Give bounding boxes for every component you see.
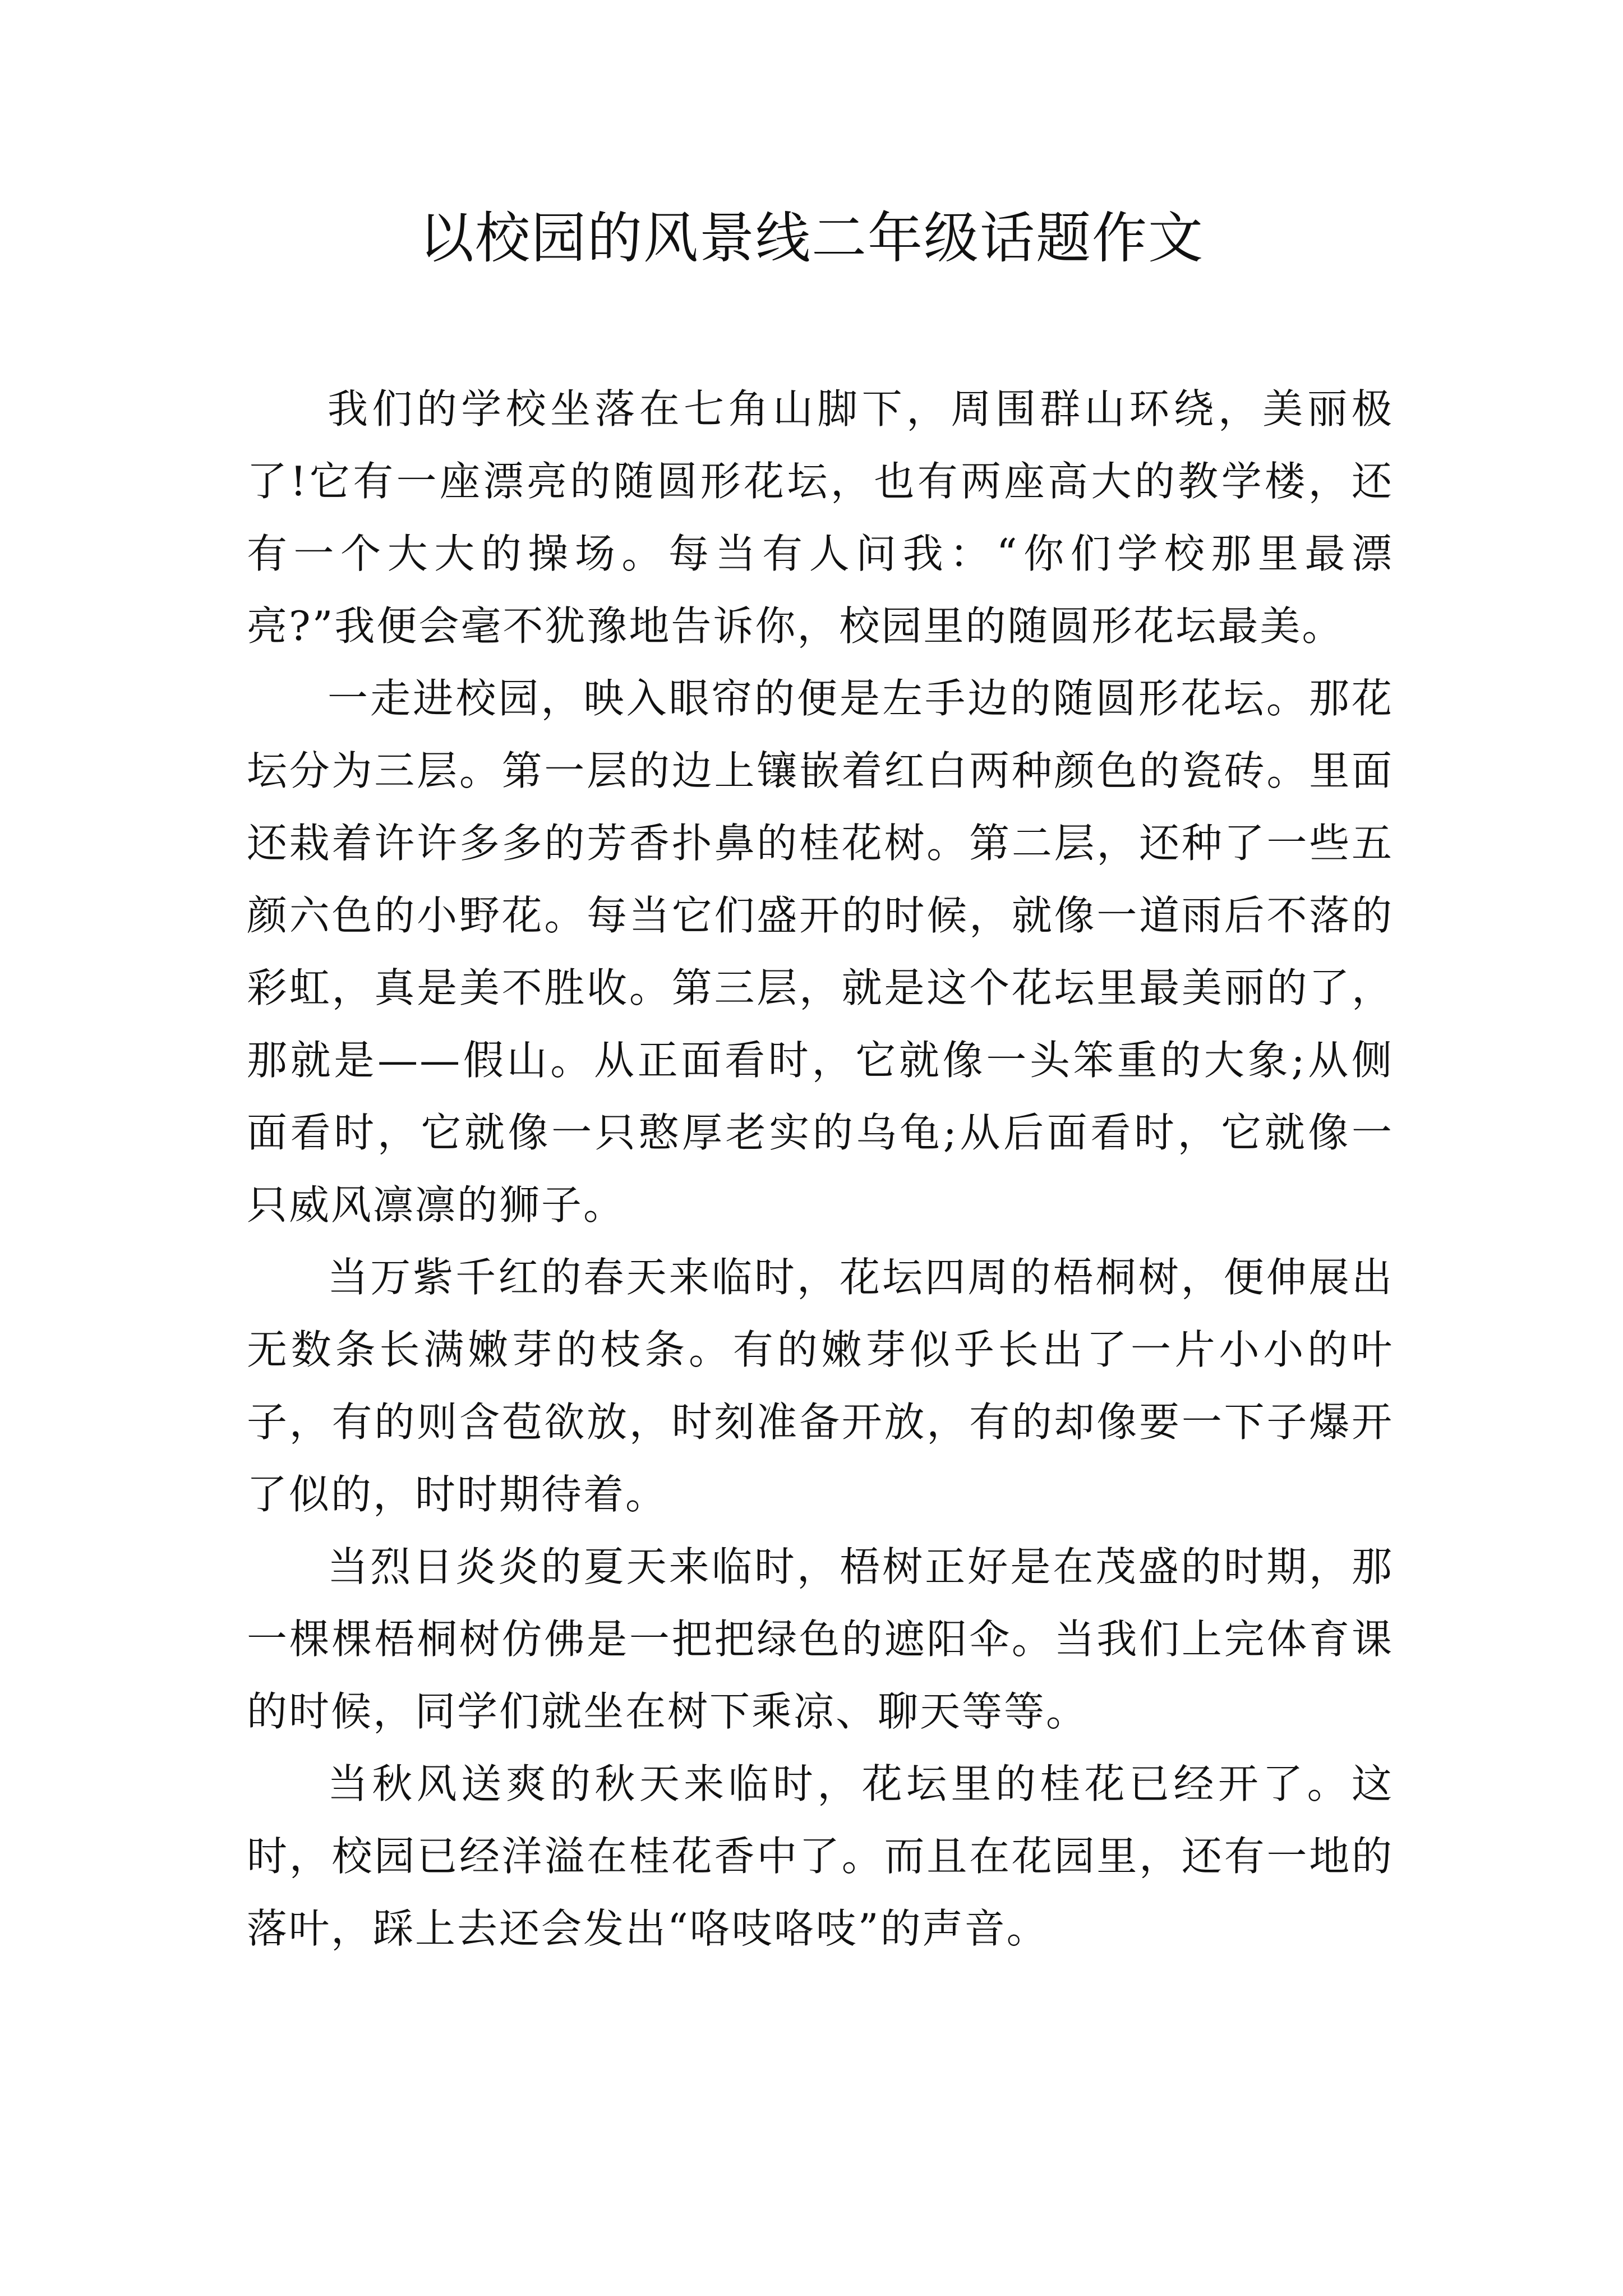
paragraph-5: 当秋风送爽的秋天来临时，花坛里的桂花已经开了。这时，校园已经洋溢在桂花香中了。而且在花园里，还有一地的落叶，踩上去还会发出“咯吱咯吱”的声音。: [247, 1760, 1394, 1952]
document-body: [247, 373, 1394, 1965]
paragraph-2: 一走进校园，映入眼帘的便是左手边的随圆形花坛。那花坛分为三层。第一层的边上镶嵌着红白两种颜色的瓷砖。里面还栽着许许多多的芳香扑鼻的桂花树。第二层，还种了一些五颜六色的小野花。每当它们盛开的时候，就像一道雨后不落的彩虹，真是美不胜收。第三层，就是这个花坛里最美丽的了，那就是——假山。从正面看时，它就像一头笨重的大象;从侧面看时，它就像一只憨厚老实的乌龟;从后面看时，它就像一只威风凛凛的狮子。: [247, 675, 1394, 1228]
document-title: 以校园的风景线二年级话题作文: [418, 206, 1204, 270]
paragraph-3: 当万紫千红的春天来临时，花坛四周的梧桐树，便伸展出无数条长满嫩芽的枝条。有的嫩芽似乎长出了一片小小的叶子，有的则含苞欲放，时刻准备开放，有的却像要一下子爆开了似的，时时期待着。: [247, 1254, 1394, 1518]
paragraph-4: 当烈日炎炎的夏天来临时，梧树正好是在茂盛的时期，那一棵棵梧桐树仿佛是一把把绿色的遮阳伞。当我们上完体育课的时候，同学们就坐在树下乘凉、聊天等等。: [247, 1543, 1394, 1735]
paragraph-1: 我们的学校坐落在七角山脚下，周围群山环绕，美丽极了!它有一座漂亮的随圆形花坛，也有两座高大的教学楼，还有一个大大的操场。每当有人问我：“你们学校那里最漂亮?”我便会毫不犹豫地告诉你，校园里的随圆形花坛最美。: [247, 385, 1394, 650]
